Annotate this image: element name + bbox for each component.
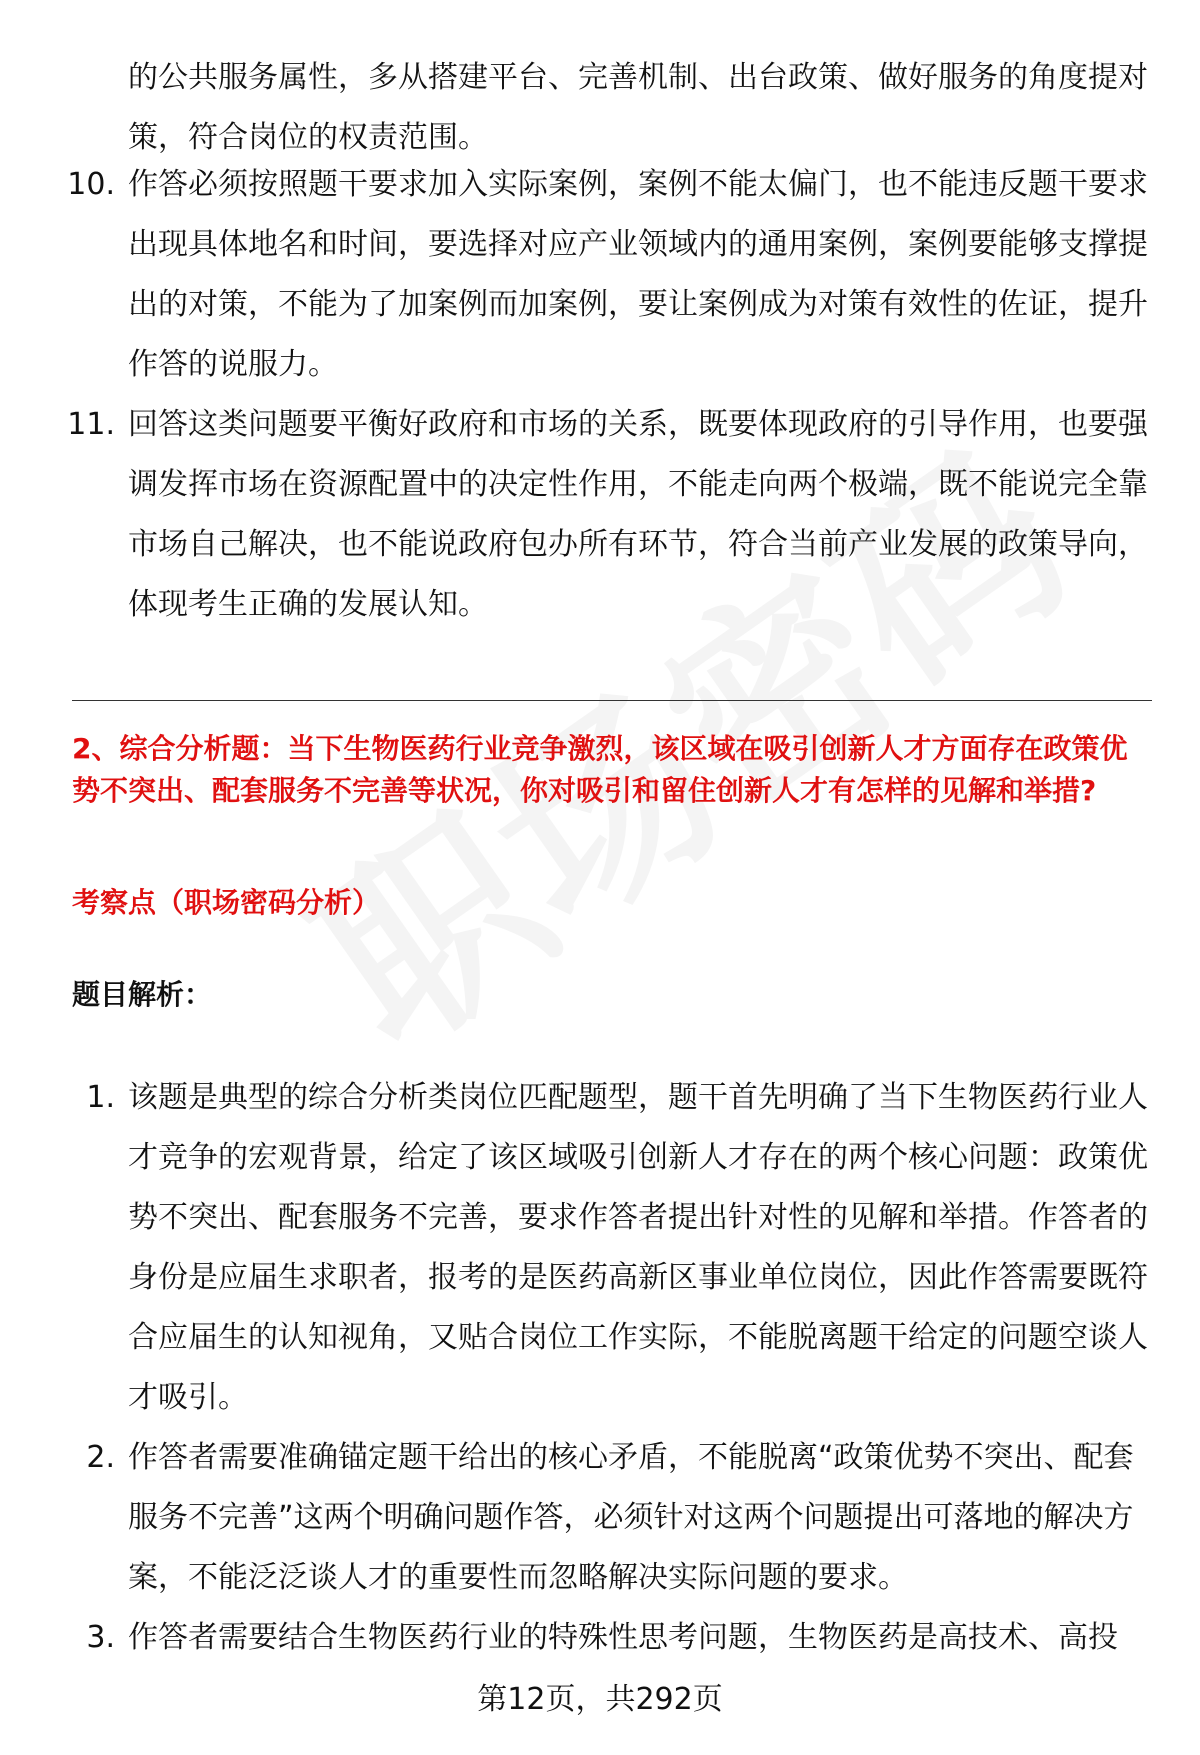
list-item-number: 11. — [67, 407, 115, 442]
list-item — [60, 1608, 1148, 1668]
list-item-text: 作答者需要准确锚定题干给出的核心矛盾，不能脱离“政策优势不突出、配套服务不完善”这两个明确问题作答，必须针对这两个问题提出可落地的解决方案，不能泛泛谈人才的重要性而忽略解决实际问题的要求。 — [128, 1440, 1134, 1595]
section-divider — [72, 700, 1152, 701]
list-item-number: 10. — [67, 167, 115, 202]
analysis-heading: 题目解析： — [72, 978, 213, 1011]
page-number: 第12页，共292页 — [477, 1682, 723, 1717]
list-item — [60, 395, 1148, 635]
list-item-number: 3. — [86, 1620, 115, 1655]
list-item-number: 1. — [86, 1080, 115, 1115]
question-title: 2、综合分析题：当下生物医药行业竞争激烈，该区域在吸引创新人才方面存在政策优势不突出、配套服务不完善等状况，你对吸引和留住创新人才有怎样的见解和举措? — [72, 732, 1128, 807]
continued-paragraph: 的公共服务属性，多从搭建平台、完善机制、出台政策、做好服务的角度提对策，符合岗位的权责范围。 — [128, 60, 1148, 155]
list-item — [60, 1068, 1148, 1428]
list-item — [60, 155, 1148, 395]
list-item — [60, 1428, 1148, 1608]
list-item-text: 该题是典型的综合分析类岗位匹配题型，题干首先明确了当下生物医药行业人才竞争的宏观背景，给定了该区域吸引创新人才存在的两个核心问题：政策优势不突出、配套服务不完善，要求作答者提出针对性的见解和举措。作答者的身份是应届生求职者，报考的是医药高新区事业单位岗位，因此作答需要既符合应届生的认知视角，又贴合岗位工作实际，不能脱离题干给定的问题空谈人才吸引。 — [128, 1080, 1148, 1415]
list-item-text: 回答这类问题要平衡好政府和市场的关系，既要体现政府的引导作用，也要强调发挥市场在资源配置中的决定性作用，不能走向两个极端，既不能说完全靠市场自己解决，也不能说政府包办所有环节，符合当前产业发展的政策导向，体现考生正确的发展认知。 — [128, 407, 1148, 622]
list-item-text: 作答者需要结合生物医药行业的特殊性思考问题，生物医药是高技术、高投 — [128, 1620, 1118, 1655]
list-item-number: 2. — [86, 1440, 115, 1475]
focus-heading: 考察点（职场密码分析） — [72, 886, 381, 919]
list-item-text: 作答必须按照题干要求加入实际案例，案例不能太偏门，也不能违反题干要求出现具体地名和时间，要选择对应产业领域内的通用案例，案例要能够支撑提出的对策，不能为了加案例而加案例，要让案例成为对策有效性的佐证，提升作答的说服力。 — [128, 167, 1148, 382]
